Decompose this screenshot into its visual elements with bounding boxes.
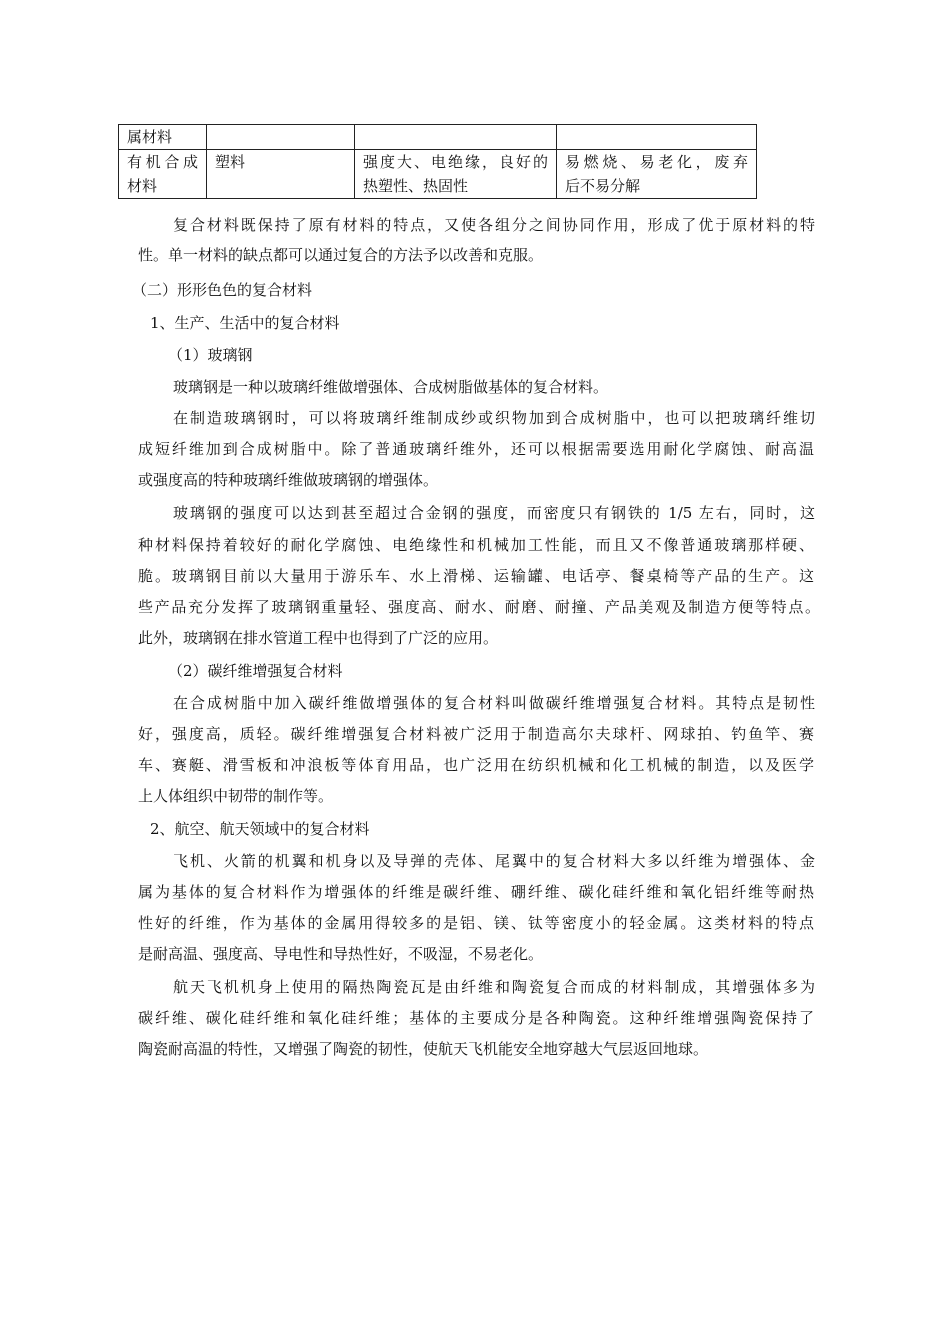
body-text-line: 好，强度高，质轻。碳纤维增强复合材料被广泛用于制造高尔夫球杆、网球拍、钓鱼竿、赛 [138, 725, 814, 743]
subsection-heading: 1、生产、生活中的复合材料 [150, 314, 340, 332]
body-text-line: 性。单一材料的缺点都可以通过复合的方法予以改善和克服。 [138, 246, 544, 264]
table-cell [355, 125, 557, 150]
body-text-line: 陶瓷耐高温的特性，又增强了陶瓷的韧性，使航天飞机能安全地穿越大气层返回地球。 [138, 1040, 709, 1058]
item-heading: （1）玻璃钢 [168, 346, 253, 364]
body-text-line: 脆。玻璃钢目前以大量用于游乐车、水上滑梯、运输罐、电话亭、餐桌椅等产品的生产。这 [138, 567, 814, 585]
body-text-line: 复合材料既保持了原有材料的特点，又使各组分之间协同作用，形成了优于原材料的特 [173, 216, 815, 234]
body-text-line: 碳纤维、碳化硅纤维和氧化硅纤维；基体的主要成分是各种陶瓷。这种纤维增强陶瓷保持了 [138, 1009, 814, 1027]
body-text-line: 玻璃钢是一种以玻璃纤维做增强体、合成树脂做基体的复合材料。 [173, 378, 609, 396]
body-text-line: 飞机、火箭的机翼和机身以及导弹的壳体、尾翼中的复合材料大多以纤维为增强体、金 [173, 852, 815, 870]
body-text-line: 此外，玻璃钢在排水管道工程中也得到了广泛的应用。 [138, 629, 499, 647]
body-text-line: 在制造玻璃钢时，可以将玻璃纤维制成纱或织物加到合成树脂中，也可以把玻璃纤维切 [173, 409, 815, 427]
table-cell: 有机合成 材料 [119, 150, 207, 199]
body-text-line: 种材料保持着较好的耐化学腐蚀、电绝缘性和机械加工性能，而且又不像普通玻璃那样硬、 [138, 536, 814, 554]
body-text-line: 车、赛艇、滑雪板和冲浪板等体育用品，也广泛用在纺织机械和化工机械的制造，以及医学 [138, 756, 814, 774]
body-text-line: 成短纤维加到合成树脂中。除了普通玻璃纤维外，还可以根据需要选用耐化学腐蚀、耐高温 [138, 440, 814, 458]
body-text-line: 或强度高的特种玻璃纤维做玻璃钢的增强体。 [138, 471, 439, 489]
table-cell: 易燃烧、易老化，废弃 后不易分解 [557, 150, 757, 199]
body-text-line: 属为基体的复合材料作为增强体的纤维是碳纤维、硼纤维、碳化硅纤维和氧化铝纤维等耐热 [138, 883, 814, 901]
table-cell: 属材料 [119, 125, 207, 150]
body-text-line: 上人体组织中韧带的制作等。 [138, 787, 334, 805]
materials-table [118, 124, 757, 199]
body-text-line: 性好的纤维，作为基体的金属用得较多的是铝、镁、钛等密度小的轻金属。这类材料的特点 [138, 914, 814, 932]
body-text-line: 是耐高温、强度高、导电性和导热性好，不吸湿，不易老化。 [138, 945, 544, 963]
subsection-heading: 2、航空、航天领域中的复合材料 [150, 820, 370, 838]
section-heading: （二）形形色色的复合材料 [132, 281, 313, 299]
item-heading: （2）碳纤维增强复合材料 [168, 662, 343, 680]
table-row [119, 125, 757, 150]
table-cell: 塑料 [207, 150, 355, 199]
table-cell [207, 125, 355, 150]
table-row [119, 150, 757, 199]
body-text-line: 航天飞机机身上使用的隔热陶瓷瓦是由纤维和陶瓷复合而成的材料制成，其增强体多为 [173, 978, 815, 996]
table-cell: 强度大、电绝缘，良好的 热塑性、热固性 [355, 150, 557, 199]
body-text-line: 些产品充分发挥了玻璃钢重量轻、强度高、耐水、耐磨、耐撞、产品美观及制造方便等特点。 [138, 598, 820, 616]
body-text-line: 玻璃钢的强度可以达到甚至超过合金钢的强度，而密度只有钢铁的 1/5 左右，同时，这 [173, 504, 815, 522]
table-cell [557, 125, 757, 150]
body-text-line: 在合成树脂中加入碳纤维做增强体的复合材料叫做碳纤维增强复合材料。其特点是韧性 [173, 694, 815, 712]
